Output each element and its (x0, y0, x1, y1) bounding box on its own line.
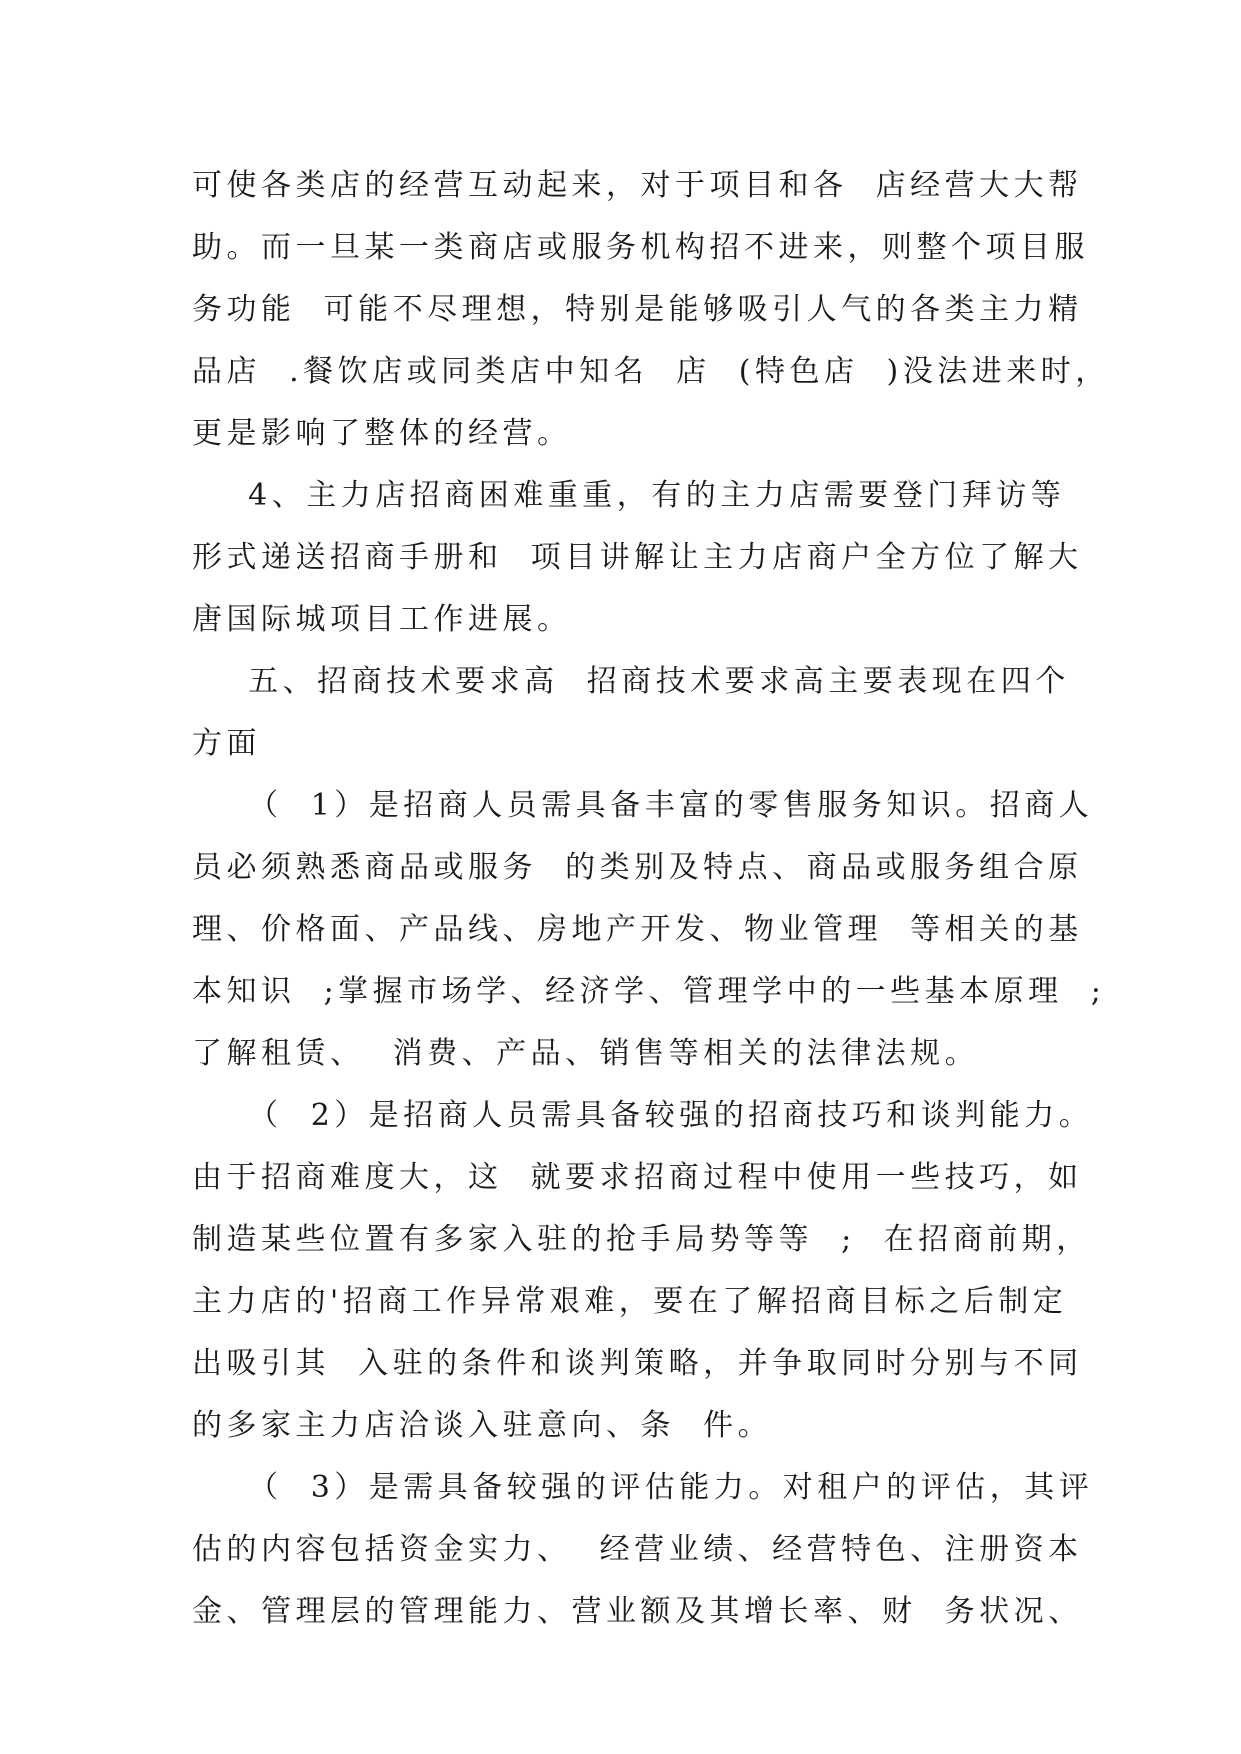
text-line: 更是影响了整体的经营。 (192, 416, 572, 451)
text-line: 助。而一旦某一类商店或服务机构招不进来，则整个项目服 (192, 230, 1089, 265)
text-line: 品店 .餐饮店或同类店中知名 店 (特色店 )没法进来时， (192, 354, 1110, 389)
text-line: 了解租赁、 消费、产品、销售等相关的法律法规。 (192, 1036, 980, 1071)
text-line: 出吸引其 入驻的条件和谈判策略，并争取同时分别与不同 (192, 1346, 1083, 1381)
text-line: （ 3）是需具备较强的评估能力。对租户的评估，其评 (192, 1470, 1094, 1505)
text-line: 由于招商难度大，这 就要求招商过程中使用一些技巧，如 (192, 1160, 1083, 1195)
body-text (192, 155, 1110, 1643)
text-line: 主力店的'招商工作异常艰难，要在了解招商目标之后制定 (192, 1284, 1068, 1319)
text-line: （ 1）是招商人员需具备丰富的零售服务知识。招商人 (192, 788, 1094, 823)
text-line: 4、主力店招商困难重重，有的主力店需要登门拜访等 (192, 478, 1066, 513)
text-line: 本知识 ;掌握市场学、经济学、管理学中的一些基本原理 ; (192, 974, 1106, 1009)
text-line: 金、管理层的管理能力、营业额及其增长率、财 务状况、 (192, 1594, 1083, 1629)
text-line: 理、价格面、产品线、房地产开发、物业管理 等相关的基 (192, 912, 1083, 947)
text-line: 可使各类店的经营互动起来，对于项目和各 店经营大大帮 (192, 168, 1083, 203)
text-line: 方面 (192, 726, 261, 761)
text-line: 务功能 可能不尽理想，特别是能够吸引人气的各类主力精 (192, 292, 1083, 327)
text-line: 估的内容包括资金实力、 经营业绩、经营特色、注册资本 (192, 1532, 1083, 1567)
text-line: 员必须熟悉商品或服务 的类别及特点、商品或服务组合原 (192, 850, 1083, 885)
text-line: （ 2）是招商人员需具备较强的招商技巧和谈判能力。 (192, 1098, 1094, 1133)
text-line: 唐国际城项目工作进展。 (192, 602, 572, 637)
text-line: 形式递送招商手册和 项目讲解让主力店商户全方位了解大 (192, 540, 1083, 575)
text-line: 制造某些位置有多家入驻的抢手局势等等 ; 在招商前期， (192, 1222, 1091, 1257)
text-line: 的多家主力店洽谈入驻意向、条 件。 (192, 1408, 773, 1443)
text-line: 五、招商技术要求高 招商技术要求高主要表现在四个 (192, 664, 1070, 699)
